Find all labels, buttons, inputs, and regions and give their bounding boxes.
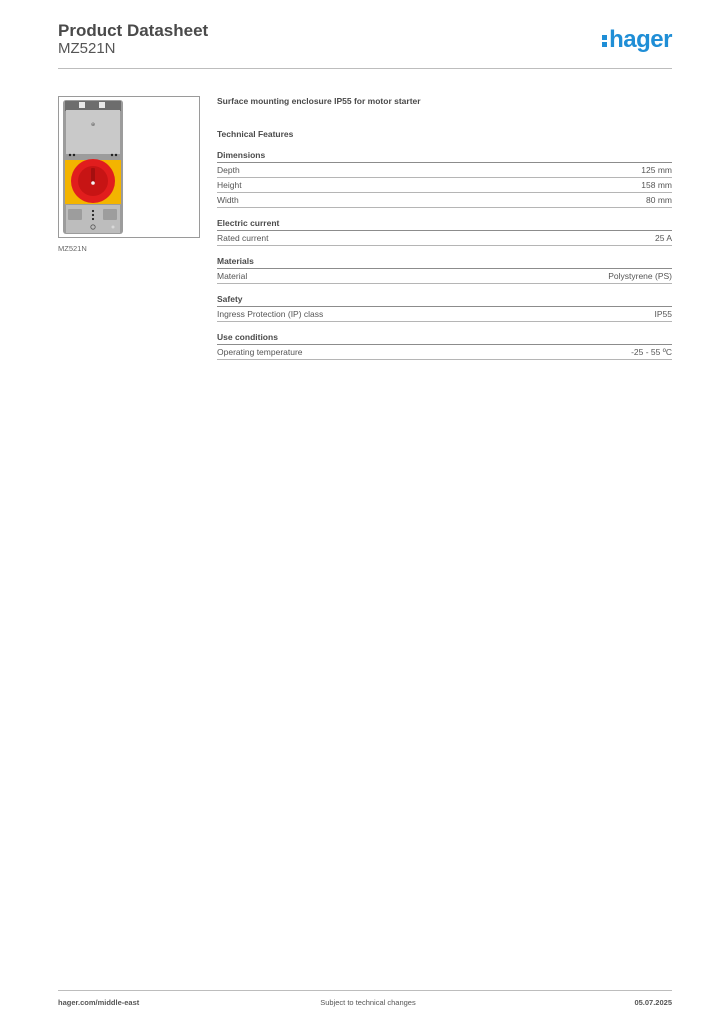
section-materials xyxy=(217,256,672,284)
spec-label: Width xyxy=(217,195,239,205)
spec-label: Material xyxy=(217,271,248,281)
spec-row-operating-temperature xyxy=(217,345,672,360)
product-description: Surface mounting enclosure IP55 for motor starter xyxy=(217,96,421,106)
spec-row-height xyxy=(217,178,672,193)
spec-value: -25 - 55 ºC xyxy=(631,347,672,357)
logo-text: hager xyxy=(609,26,672,53)
spec-value: Polystyrene (PS) xyxy=(608,271,672,281)
spec-label: Operating temperature xyxy=(217,347,303,357)
section-title: Electric current xyxy=(217,218,672,231)
spec-row-rated-current xyxy=(217,231,672,246)
logo-dots-icon xyxy=(602,33,607,49)
product-image-frame xyxy=(58,96,200,238)
product-code: MZ521N xyxy=(58,40,116,57)
motor-starter-enclosure-image xyxy=(59,97,199,237)
footer-date: 05.07.2025 xyxy=(634,998,672,1007)
spec-row-ip-class xyxy=(217,307,672,322)
spec-value: 80 mm xyxy=(646,195,672,205)
svg-text:⊕: ⊕ xyxy=(90,122,96,128)
section-title: Safety xyxy=(217,294,672,307)
section-use-conditions xyxy=(217,332,672,360)
footer-divider xyxy=(58,990,672,991)
section-title: Materials xyxy=(217,256,672,269)
spec-row-depth xyxy=(217,163,672,178)
section-dimensions xyxy=(217,150,672,208)
spec-value: 125 mm xyxy=(641,165,672,175)
image-caption: MZ521N xyxy=(58,244,87,253)
datasheet-content xyxy=(217,96,672,370)
spec-value: 158 mm xyxy=(641,180,672,190)
spec-label: Rated current xyxy=(217,233,269,243)
spec-value: 25 A xyxy=(654,233,672,243)
technical-features-heading: Technical Features xyxy=(217,129,294,139)
spec-label: Height xyxy=(217,180,242,190)
spec-row-material xyxy=(217,269,672,284)
spec-label: Ingress Protection (IP) class xyxy=(217,309,324,319)
spec-row-width xyxy=(217,193,672,208)
header-divider xyxy=(58,68,672,69)
section-title: Use conditions xyxy=(217,332,672,345)
spec-value: IP55 xyxy=(654,309,672,319)
page-title: Product Datasheet xyxy=(58,21,209,40)
footer-notice: Subject to technical changes xyxy=(320,998,416,1007)
spec-label: Depth xyxy=(217,165,240,175)
footer-website-link[interactable]: hager.com/middle-east xyxy=(58,998,140,1007)
section-safety xyxy=(217,294,672,322)
hager-logo[interactable] xyxy=(602,26,672,54)
section-electric-current xyxy=(217,218,672,246)
section-title: Dimensions xyxy=(217,150,672,163)
